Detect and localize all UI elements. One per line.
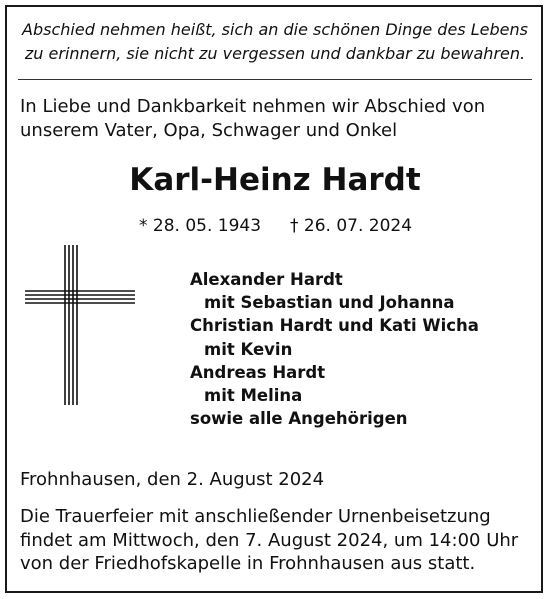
mourners-list	[190, 268, 479, 430]
mourner-line: mit Melina	[204, 386, 303, 406]
service-line-3: von der Friedhofskapelle in Frohnhausen aus statt.	[20, 553, 476, 574]
death-date: † 26. 07. 2024	[290, 216, 413, 236]
service-line-1: Die Trauerfeier mit anschließender Urnenbeisetzung	[20, 506, 491, 527]
motto-line-2: zu erinnern, sie nicht zu vergessen und dankbar zu bewahren.	[24, 44, 526, 63]
service-line-2: findet am Mittwoch, den 7. August 2024, um 14:00 Uhr	[20, 529, 519, 551]
intro-line-1: In Liebe und Dankbarkeit nehmen wir Abschied von	[20, 96, 486, 117]
mourner-line: mit Sebastian und Johanna	[204, 293, 455, 313]
birth-date: * 28. 05. 1943	[139, 216, 262, 236]
deceased-name: Karl-Heinz Hardt	[129, 162, 421, 198]
motto-line-1: Abschied nehmen heißt, sich an die schönen Dinge des Lebens	[22, 20, 528, 39]
intro-text	[20, 95, 540, 143]
mourner-line: mit Kevin	[204, 339, 293, 359]
service-info	[20, 505, 540, 576]
motto	[0, 18, 550, 66]
divider	[18, 79, 532, 80]
mourner-line: Christian Hardt und Kati Wicha	[190, 316, 479, 336]
mourner-line: Alexander Hardt	[190, 270, 343, 289]
place-date: Frohnhausen, den 2. August 2024	[20, 469, 325, 490]
mourner-line: sowie alle Angehörigen	[190, 409, 408, 429]
cross-icon	[25, 245, 135, 405]
mourner-line: Andreas Hardt	[190, 362, 326, 382]
intro-line-2: unserem Vater, Opa, Schwager und Onkel	[20, 120, 398, 141]
